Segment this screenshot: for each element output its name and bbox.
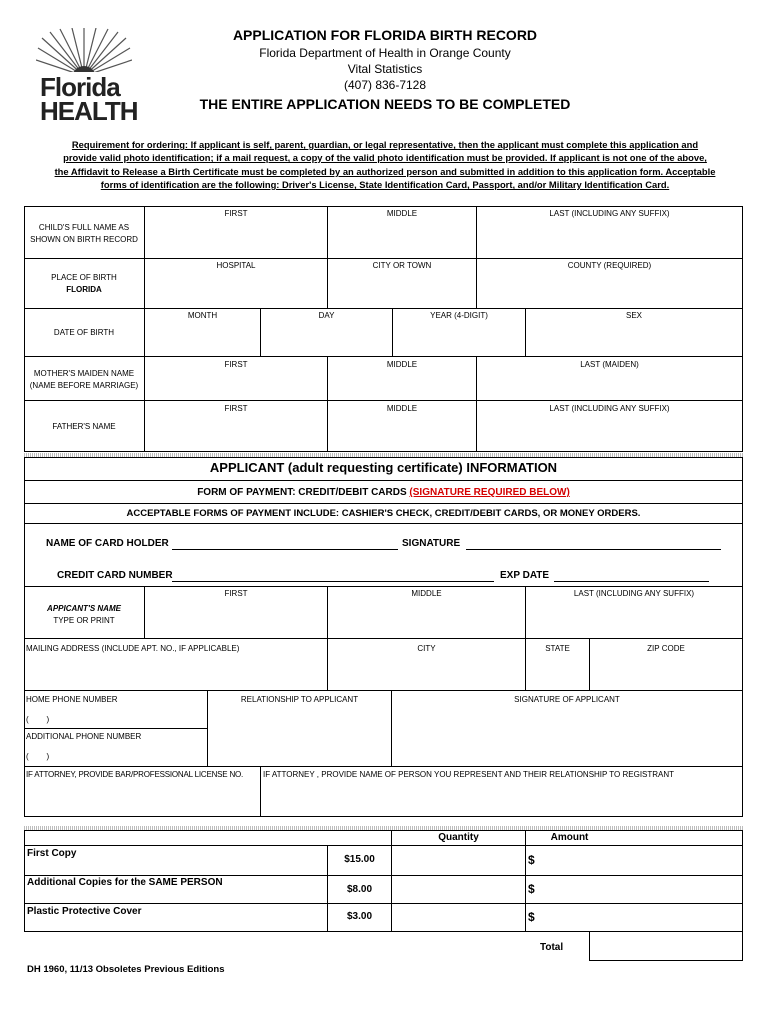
applicant-middle-field[interactable]	[328, 600, 525, 638]
form-footer: DH 1960, 11/13 Obsoletes Previous Editions	[27, 964, 225, 975]
dob-label: DATE OF BIRTH	[53, 328, 115, 337]
complete-notice: THE ENTIRE APPLICATION NEEDS TO BE COMPLETED	[199, 96, 571, 112]
father-last-field[interactable]	[477, 414, 742, 451]
place-of-birth-label: PLACE OF BIRTH	[51, 273, 117, 282]
county-header: COUNTY (REQUIRED)	[567, 261, 652, 270]
form-title: APPLICATION FOR FLORIDA BIRTH RECORD	[232, 27, 538, 43]
father-middle-header: MIDDLE	[386, 404, 418, 413]
fee-row-price: $15.00	[344, 854, 375, 865]
attorney-person-label: IF ATTORNEY , PROVIDE NAME OF PERSON YOU REPRESENT AND THEIR RELATIONSHIP TO REGISTRANT	[263, 770, 675, 779]
father-first-header: FIRST	[224, 404, 248, 413]
father-last-header: LAST (INCLUDING ANY SUFFIX)	[549, 404, 670, 413]
hospital-field[interactable]	[145, 272, 327, 308]
requirement-line-4: forms of identification are the following: Driver's License, State Identification Card, Passport, and/or Military Identification Card.	[100, 179, 670, 190]
zip-field[interactable]	[590, 656, 742, 690]
logo-health: HEALTH	[40, 96, 138, 126]
first-copy-quantity-field[interactable]	[392, 846, 525, 875]
amount-header: Amount	[550, 832, 589, 843]
first-copy-amount-field[interactable]	[540, 846, 742, 875]
cover-amount-field[interactable]	[540, 904, 742, 931]
payment-form-line	[24, 487, 743, 498]
applicant-first-field[interactable]	[145, 600, 327, 638]
division-name: Vital Statistics	[347, 62, 423, 76]
applicant-last-field[interactable]	[526, 600, 742, 638]
fee-row-price: $8.00	[346, 884, 373, 895]
sex-field[interactable]	[526, 322, 742, 356]
mother-last-header: LAST (MAIDEN)	[580, 360, 639, 369]
state-field[interactable]	[526, 656, 589, 690]
hospital-header: HOSPITAL	[216, 261, 256, 270]
city-label: CITY	[417, 644, 436, 653]
card-number-label: CREDIT CARD NUMBER	[57, 570, 173, 581]
father-middle-field[interactable]	[328, 414, 476, 451]
home-phone-label: HOME PHONE NUMBER	[26, 695, 118, 704]
child-last-field[interactable]	[477, 220, 742, 258]
additional-phone-paren[interactable]: ( )	[26, 752, 50, 761]
card-holder-input[interactable]	[172, 538, 398, 550]
signature-applicant-label: SIGNATURE OF APPLICANT	[514, 695, 620, 704]
exp-date-input[interactable]	[554, 570, 709, 582]
fee-row-dollar: $	[528, 910, 535, 924]
applicant-city-field[interactable]	[328, 656, 525, 690]
quantity-header: Quantity	[438, 832, 479, 843]
mother-first-field[interactable]	[145, 370, 327, 400]
child-name-label: CHILD'S FULL NAME AS SHOWN ON BIRTH RECORD	[30, 223, 138, 244]
applicant-name-label: APPICANT'S NAME	[47, 604, 121, 613]
mother-last-field[interactable]	[477, 370, 742, 400]
mailing-address-field[interactable]	[25, 656, 327, 690]
state-label: STATE	[545, 644, 570, 653]
place-of-birth-value: FLORIDA	[66, 285, 102, 294]
attorney-license-label: IF ATTORNEY, PROVIDE BAR/PROFESSIONAL LICENSE NO.	[26, 770, 244, 779]
florida-health-logo	[36, 28, 138, 126]
total-label: Total	[540, 942, 564, 953]
phone-number: (407) 836-7128	[343, 78, 427, 92]
signature-required-note: (SIGNATURE REQUIRED BELOW)	[409, 487, 570, 498]
applicant-section-title: APPLICANT (adult requesting certificate) INFORMATION	[209, 460, 558, 475]
total-field[interactable]	[590, 932, 742, 960]
requirement-line-2: provide valid photo identification; if a mail request, a copy of the valid photo identification must be provided. If applicant is not one of the above,	[63, 152, 707, 163]
fee-row-label: Plastic Protective Cover	[27, 906, 142, 917]
sex-header: SEX	[625, 311, 642, 320]
attorney-license-field[interactable]	[25, 782, 260, 816]
applicant-last-header: LAST (INCLUDING ANY SUFFIX)	[573, 589, 695, 598]
fee-row-label: Additional Copies for the SAME PERSON	[27, 877, 223, 888]
day-header: DAY	[318, 311, 335, 320]
signature-label: SIGNATURE	[402, 538, 461, 549]
year-header: YEAR (4-DIGIT)	[430, 311, 488, 320]
requirement-line-3: the Affidavit to Release a Birth Certificate must be completed by an authorized person and submitted in addition to this application form. Acceptable	[54, 166, 716, 177]
fee-row-dollar: $	[528, 882, 535, 896]
acceptable-payment-note: ACCEPTABLE FORMS OF PAYMENT INCLUDE: CASHIER'S CHECK, CREDIT/DEBIT CARDS, OR MONEY ORDERS.	[126, 508, 641, 519]
mother-middle-field[interactable]	[328, 370, 476, 400]
child-middle-field[interactable]	[328, 220, 476, 258]
city-field[interactable]	[328, 272, 476, 308]
mother-label-1: MOTHER'S MAIDEN NAME	[33, 369, 135, 378]
applicant-middle-header: MIDDLE	[411, 589, 442, 598]
additional-copies-amount-field[interactable]	[540, 876, 742, 903]
relationship-label: RELATIONSHIP TO APPLICANT	[240, 695, 359, 704]
card-signature-input[interactable]	[466, 538, 721, 550]
requirement-line-1: Requirement for ordering: If applicant is self, parent, guardian, or legal representative, then the applicant must complete this application and	[71, 139, 699, 150]
applicant-first-header: FIRST	[224, 589, 248, 598]
exp-date-label: EXP DATE	[500, 570, 550, 581]
month-header: MONTH	[187, 311, 218, 320]
mother-middle-header: MIDDLE	[386, 360, 418, 369]
child-first-field[interactable]	[145, 220, 327, 258]
child-last-header: LAST (INCLUDING ANY SUFFIX)	[549, 209, 670, 218]
mailing-address-label: MAILING ADDRESS (INCLUDE APT. NO., IF APPLICABLE)	[26, 644, 240, 653]
father-first-field[interactable]	[145, 414, 327, 451]
type-or-print-label: TYPE OR PRINT	[53, 616, 115, 625]
fee-row-label: First Copy	[27, 848, 77, 859]
relationship-field[interactable]	[208, 706, 391, 766]
mother-first-header: FIRST	[224, 360, 248, 369]
child-first-header: FIRST	[224, 209, 248, 218]
card-holder-label: NAME OF CARD HOLDER	[46, 538, 169, 549]
fee-row-price: $3.00	[346, 911, 373, 922]
logo-florida: Florida	[40, 72, 120, 102]
additional-copies-quantity-field[interactable]	[392, 876, 525, 903]
additional-phone-label: ADDITIONAL PHONE NUMBER	[26, 732, 142, 741]
month-field[interactable]	[145, 322, 260, 356]
home-phone-paren[interactable]: ( )	[26, 715, 50, 724]
mother-label-2: (NAME BEFORE MARRIAGE)	[29, 381, 139, 390]
city-header: CITY OR TOWN	[372, 261, 432, 270]
attorney-person-field[interactable]	[261, 782, 742, 816]
zip-label: ZIP CODE	[647, 644, 685, 653]
year-field[interactable]	[393, 322, 525, 356]
cover-quantity-field[interactable]	[392, 904, 525, 931]
father-label: FATHER'S NAME	[52, 422, 116, 431]
applicant-signature-field[interactable]	[392, 706, 742, 766]
fee-row-dollar: $	[528, 853, 535, 867]
day-field[interactable]	[261, 322, 392, 356]
card-number-input[interactable]	[172, 570, 494, 582]
payment-form-label: FORM OF PAYMENT: CREDIT/DEBIT CARDS	[197, 487, 407, 498]
department-name: Florida Department of Health in Orange County	[259, 46, 511, 60]
child-middle-header: MIDDLE	[386, 209, 418, 218]
county-field[interactable]	[477, 272, 742, 308]
